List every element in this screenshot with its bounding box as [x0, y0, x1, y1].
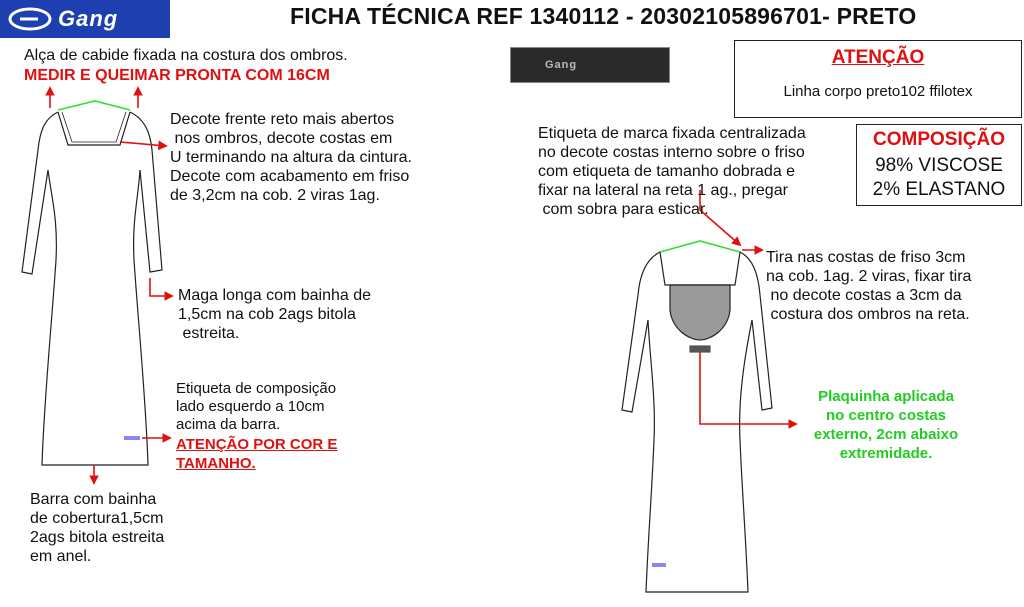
front-view-drawing	[22, 101, 162, 465]
attention-title: ATENÇÃO	[831, 47, 925, 68]
composition-line-2: 2% ELASTANO	[872, 179, 1006, 200]
front-left-sleeve	[22, 112, 58, 274]
back-left-sleeve	[622, 252, 660, 412]
brand-label-text: Gang	[545, 59, 578, 71]
front-hanger-loop	[58, 101, 130, 110]
back-strip-note: Tira nas costas de friso 3cm na cob. 1ag. 2 viras, fixar tira no decote costas a 3cm da costura dos ombros na reta.	[766, 249, 972, 323]
neckline-note: Decote frente reto mais abertos nos ombros, decote costas em U terminando na altura da cintura. Decote com acabamento em friso de 3,2cm na cob. 2 viras 1ag.	[170, 111, 412, 204]
brand-label-note: Etiqueta de marca fixada centralizada no decote costas interno sobre o friso com etiqueta de tamanho dobrada e fixar na lateral na reta 1 ag., pregar com sobra para esticar.	[538, 125, 806, 218]
composition-warning-line2: TAMANHO.	[176, 455, 256, 472]
back-hanger-loop	[660, 241, 740, 252]
hem-note: Barra com bainha de cobertura1,5cm 2ags bitola estreita em anel.	[30, 491, 165, 565]
logo-text: Gang	[58, 6, 119, 31]
attention-text: Linha corpo preto102 ffilotex	[783, 83, 973, 100]
hanger-note: Alça de cabide fixada na costura dos ombros.	[24, 47, 348, 64]
page-title: FICHA TÉCNICA REF 1340112 - 20302105896701- PRETO	[290, 3, 917, 29]
plaque-note: Plaquinha aplicada no centro costas externo, 2cm abaixo extremidade.	[813, 388, 959, 462]
back-u-opening	[670, 285, 730, 340]
front-body	[42, 170, 148, 465]
sleeve-note: Maga longa com bainha de 1,5cm na cob 2ags bitola estreita.	[178, 287, 372, 342]
back-plaque	[690, 346, 710, 352]
hanger-warning: MEDIR E QUEIMAR PRONTA COM 16CM	[24, 67, 330, 84]
composition-label-note: Etiqueta de composição lado esquerdo a 10cm acima da barra.	[176, 380, 337, 433]
composition-box	[856, 124, 1022, 206]
front-neckline	[58, 112, 130, 145]
composition-warning-line1: ATENÇÃO POR COR E	[176, 436, 338, 453]
front-right-sleeve	[130, 112, 162, 272]
back-body	[646, 320, 752, 592]
composition-title: COMPOSIÇÃO	[873, 129, 1005, 150]
attention-box	[734, 40, 1022, 118]
composition-line-1: 98% VISCOSE	[875, 155, 1003, 176]
brand-label-image	[510, 47, 670, 83]
back-view-drawing	[622, 241, 772, 592]
